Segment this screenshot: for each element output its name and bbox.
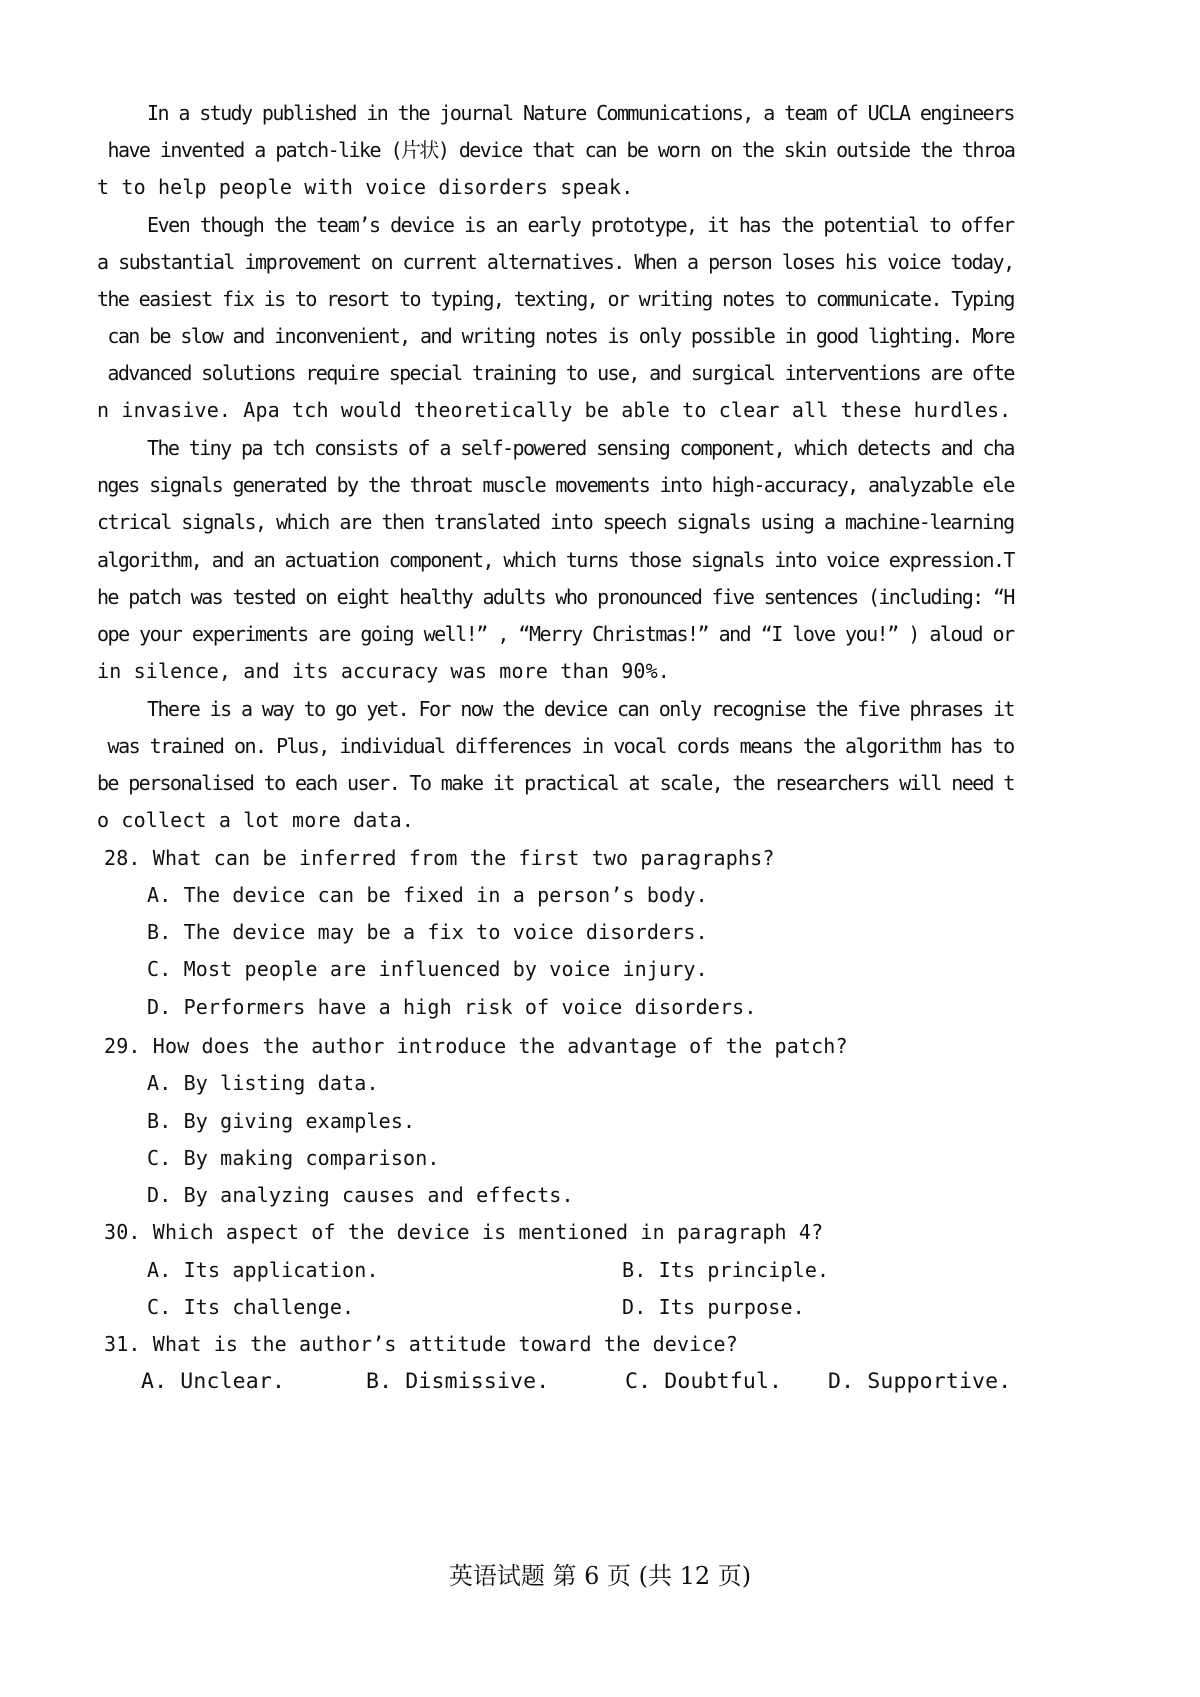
option-b: B. The device may be a fix to voice disorders. — [147, 920, 708, 944]
passage-line: algorithm, and an actuation component, which turns those signals into voice expression.T — [97, 548, 1014, 572]
passage-line: ope your experiments are going well!” , “Merry Christmas!” and “I love you!” ) aloud or — [97, 622, 1014, 646]
passage-line: the easiest fix is to resort to typing, texting, or writing notes to communicate. Typing — [97, 287, 1014, 311]
option-c: C. Its challenge. — [147, 1295, 355, 1319]
option-a: A. Unclear. — [141, 1369, 286, 1394]
question-stem: 28. What can be inferred from the first two paragraphs? — [104, 846, 775, 870]
option-b: B. Dismissive. — [366, 1369, 550, 1394]
passage-line: was trained on. Plus, individual differences in vocal cords means the algorithm has to — [97, 734, 1014, 758]
option-d: D. Its purpose. — [622, 1295, 805, 1319]
passage-line: in silence, and its accuracy was more than 90%. — [97, 659, 670, 683]
option-a: A. Its application. — [147, 1258, 379, 1282]
passage-line: can be slow and inconvenient, and writing notes is only possible in good lighting. More — [97, 324, 1014, 348]
question-stem: 30. Which aspect of the device is mentioned in paragraph 4? — [104, 1220, 824, 1244]
passage-line: There is a way to go yet. For now the device can only recognise the five phrases it — [147, 697, 1014, 721]
passage-line: advanced solutions require special training to use, and surgical interventions are ofte — [97, 361, 1014, 385]
option-b: B. By giving examples. — [147, 1109, 416, 1133]
option-d: D. Supportive. — [828, 1369, 1012, 1394]
passage-line: a substantial improvement on current alternatives. When a person loses his voice today, — [97, 250, 1014, 274]
passage-line: nges signals generated by the throat muscle movements into high-accuracy, analyzable ele — [97, 473, 1014, 497]
passage-line: In a study published in the journal Nature Communications, a team of UCLA engineers — [147, 101, 1014, 125]
passage-line: be personalised to each user. To make it practical at scale, the researchers will need t — [97, 771, 1014, 795]
passage-line: t to help people with voice disorders speak. — [97, 175, 634, 199]
option-c: C. Doubtful. — [625, 1369, 783, 1394]
option-a: A. The device can be fixed in a person’s body. — [147, 883, 708, 907]
passage-line: have invented a patch-like (片状) device that can be worn on the skin outside the throa — [97, 138, 1015, 162]
option-c: C. Most people are influenced by voice injury. — [147, 957, 708, 981]
passage-line: o collect a lot more data. — [97, 808, 414, 832]
passage-line: Even though the team’s device is an early prototype, it has the potential to offer — [147, 213, 1014, 237]
option-d: D. Performers have a high risk of voice disorders. — [147, 995, 757, 1019]
passage-line: The tiny pa tch consists of a self-powered sensing component, which detects and cha — [147, 436, 1014, 460]
passage-line: n invasive. Apa tch would theoretically be able to clear all these hurdles. — [97, 398, 1012, 422]
option-a: A. By listing data. — [147, 1071, 379, 1095]
page-footer: 英语试题 第 6 页 (共 12 页) — [448, 1562, 752, 1590]
option-b: B. Its principle. — [622, 1258, 830, 1282]
option-d: D. By analyzing causes and effects. — [147, 1183, 574, 1207]
passage-line: ctrical signals, which are then translated into speech signals using a machine-learning — [97, 510, 1014, 534]
question-stem: 29. How does the author introduce the advantage of the patch? — [104, 1034, 848, 1058]
question-stem: 31. What is the author’s attitude toward the device? — [104, 1332, 738, 1356]
option-c: C. By making comparison. — [147, 1146, 440, 1170]
passage-line: he patch was tested on eight healthy adults who pronounced five sentences (including: “H — [97, 585, 1014, 609]
